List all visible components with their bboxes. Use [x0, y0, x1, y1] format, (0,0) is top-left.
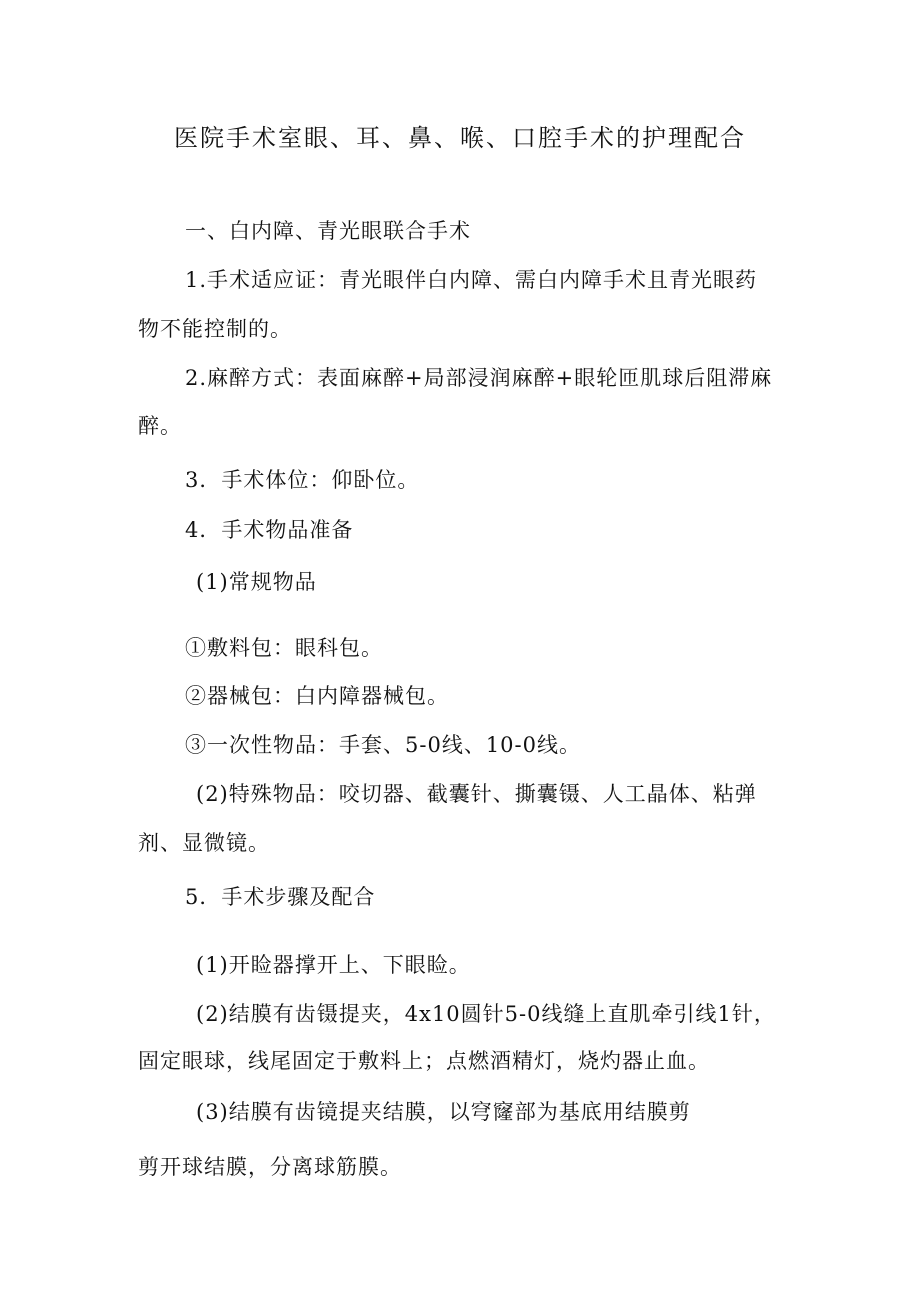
paragraph-item-1-line-1: 1.手术适应证：青光眼伴白内障、需白内障手术且青光眼药: [185, 268, 758, 292]
paragraph-item-2-line-1: 2.麻醉方式：表面麻醉+局部浸润麻醉+眼轮匝肌球后阻滞麻: [185, 366, 773, 390]
paragraph-item-4: 4．手术物品准备: [185, 518, 354, 542]
sub-item-special-supplies-line-2: 剂、显微镜。: [138, 831, 270, 855]
step-2-line-2: 固定眼球，线尾固定于敷料上；点燃酒精灯，烧灼器止血。: [138, 1049, 710, 1073]
list-item-disposables: ③一次性物品：手套、5-0线、10-0线。: [185, 733, 581, 757]
step-3-line-2: 剪开球结膜，分离球筋膜。: [138, 1155, 402, 1179]
sub-item-special-supplies-line-1: (2)特殊物品：咬切器、截囊针、撕囊镊、人工晶体、粘弹: [196, 782, 757, 806]
section-heading: 一、白内障、青光眼联合手术: [185, 219, 471, 243]
paragraph-item-3: 3．手术体位：仰卧位。: [185, 468, 420, 492]
list-item-instrument-pack: ②器械包：白内障器械包。: [185, 684, 449, 708]
paragraph-item-1-line-2: 物不能控制的。: [138, 317, 292, 341]
step-2-line-1: (2)结膜有齿镊提夹，4x10圆针5-0线缝上直肌牵引线1针，: [196, 1002, 776, 1026]
document-title: 医院手术室眼、耳、鼻、喉、口腔手术的护理配合: [174, 124, 746, 152]
sub-item-regular-supplies: (1)常规物品: [196, 570, 317, 594]
paragraph-item-2-line-2: 醉。: [138, 414, 182, 438]
list-item-dressing-pack: ①敷料包：眼科包。: [185, 636, 383, 660]
step-3-line-1: (3)结膜有齿镜提夹结膜，以穹窿部为基底用结膜剪: [196, 1100, 691, 1124]
paragraph-item-5: 5．手术步骤及配合: [185, 885, 376, 909]
step-1: (1)开睑器撑开上、下眼睑。: [196, 953, 471, 977]
